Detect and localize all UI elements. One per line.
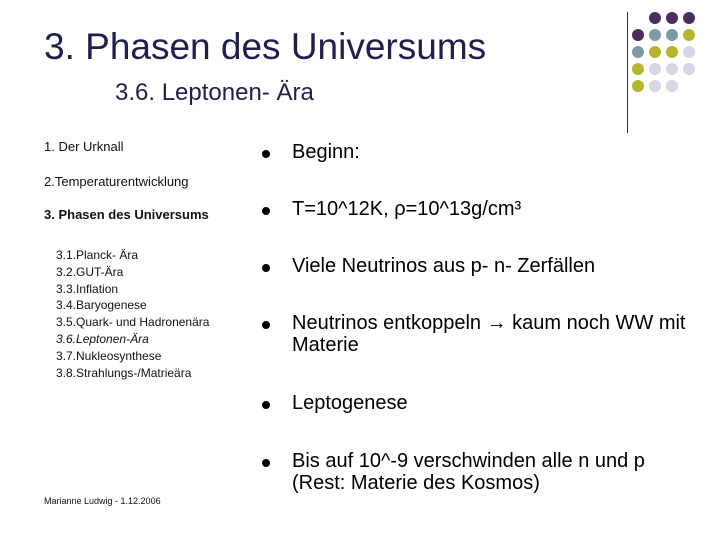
decorative-dot-icon [666,29,678,41]
outline-subitem-baryogenese[interactable]: 3.4.Baryogenese [56,298,147,313]
outline-item-phasen-current[interactable]: 3. Phasen des Universums [44,207,209,222]
outline-sub-list [56,247,209,381]
outline-subitem-planck[interactable]: 3.1.Planck- Ära [56,248,139,262]
decorative-dot-icon [666,12,678,24]
bullet-item [262,141,692,163]
decorative-dot-icon [632,46,644,58]
decorative-dot-icon [632,80,644,92]
bullet-text: Leptogenese [292,392,408,414]
decorative-dot-icon [666,80,678,92]
slide-title: 3. Phasen des Universums [44,26,487,67]
bullet-text: Viele Neutrinos aus p- n- Zerfällen [292,255,596,277]
bullet-item [262,450,692,494]
outline-subitem-inflation[interactable]: 3.3.Inflation [56,281,119,296]
outline-subitem-leptonen-current[interactable]: 3.6.Leptonen-Ära [56,331,149,346]
decorative-dot-icon [649,63,661,75]
decorative-dot-icon [649,46,661,58]
outline-item-temperaturentwicklung[interactable]: 2.Temperaturentwicklung [44,174,189,189]
bullet-dot-icon [262,459,270,467]
bullet-dot-icon [262,321,270,329]
outline-subitem-gut[interactable]: 3.2.GUT-Ära [56,264,124,279]
slide-subtitle: 3.6. Leptonen- Ära [115,79,314,106]
bullet-dot-icon [262,150,270,158]
bullet-text: Beginn: [292,141,360,163]
footer-author-date: Marianne Ludwig - 1.12.2006 [44,496,161,506]
bullet-dot-icon [262,207,270,215]
decorative-dot-icon [666,63,678,75]
decorative-dot-icon [649,29,661,41]
bullet-text: Neutrinos entkoppeln → kaum noch WW mit Materie [292,312,686,356]
outline-subitem-nukleosynthese[interactable]: 3.7.Nukleosynthese [56,348,162,363]
outline-subitem-strahlung[interactable]: 3.8.Strahlungs-/Matrieära [56,365,192,380]
outline-item-urknall[interactable]: 1. Der Urknall [44,139,124,154]
decorative-dot-grid [632,12,718,122]
decorative-dot-icon [649,12,661,24]
decorative-divider [627,12,628,133]
decorative-dot-icon [649,80,661,92]
bullet-item [262,198,692,220]
bullet-item [262,392,692,414]
outline-subitem-quark-hadron[interactable]: 3.5.Quark- und Hadronenära [56,315,210,330]
decorative-dot-icon [683,29,695,41]
decorative-dot-icon [683,63,695,75]
bullet-item [262,255,692,277]
bullet-dot-icon [262,264,270,272]
decorative-dot-icon [632,29,644,41]
bullet-item [262,312,692,356]
decorative-dot-icon [683,12,695,24]
decorative-dot-icon [632,63,644,75]
bullet-dot-icon [262,401,270,409]
decorative-dot-icon [666,46,678,58]
bullet-text: T=10^12K, ρ=10^13g/cm³ [292,198,522,220]
decorative-dot-icon [683,46,695,58]
bullet-text: Bis auf 10^-9 verschwinden alle n und p (Rest: Materie des Kosmos) [292,450,645,494]
